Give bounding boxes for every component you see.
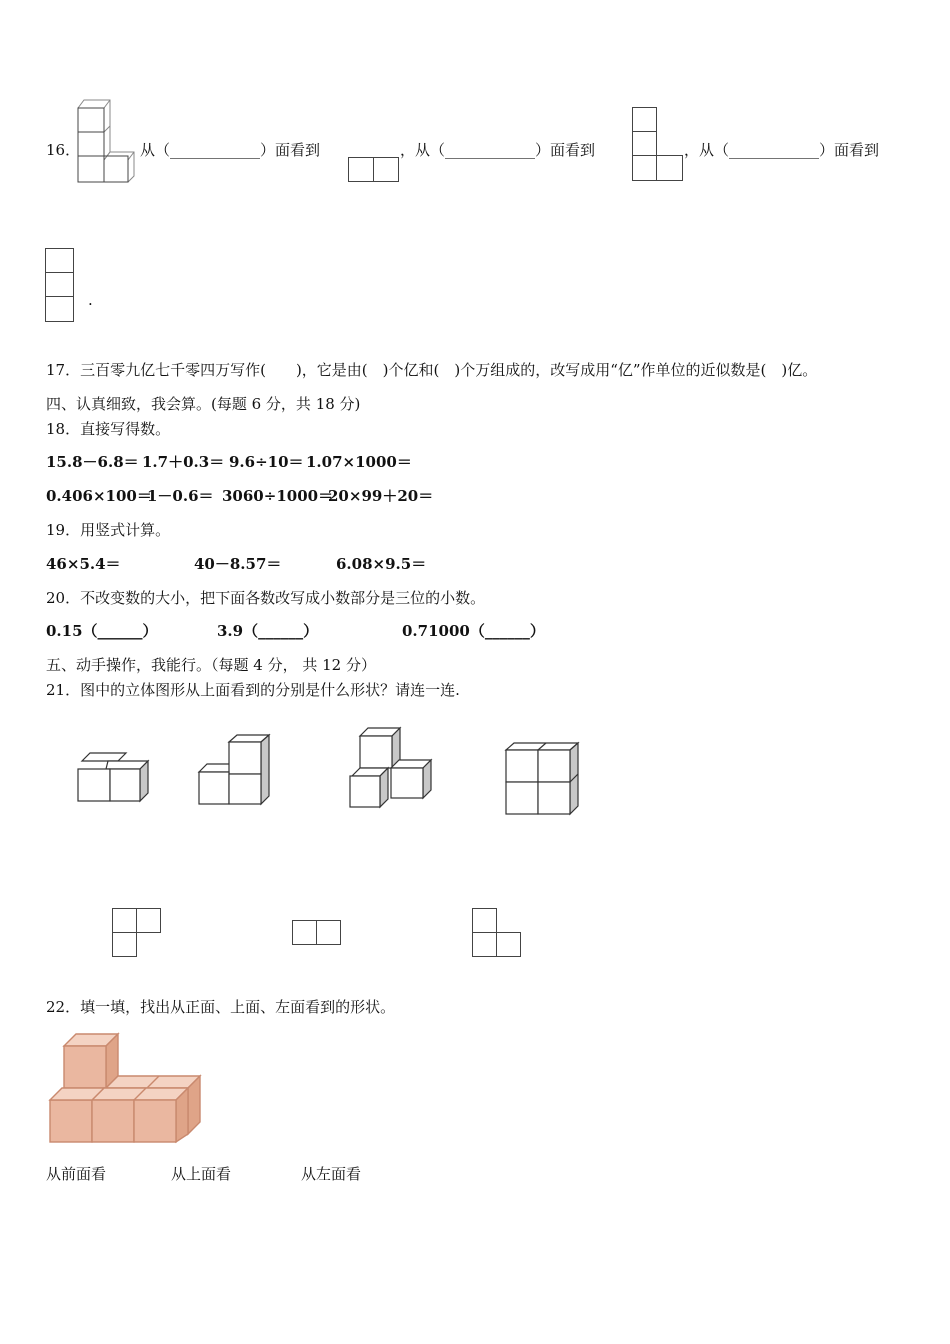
q21-view-two-squares[interactable]	[292, 920, 342, 946]
q16-blank-2[interactable]: ，从（____________）面看到	[400, 141, 596, 159]
q18-item: 0.406×100＝	[46, 487, 152, 505]
q22-label-front: 从前面看	[46, 1165, 107, 1183]
q19-item: 40－8.57＝	[194, 555, 282, 573]
q18-item: 9.6÷10＝	[229, 453, 304, 471]
q16-number: 16．	[46, 141, 81, 159]
q20-title: 20．不改变数的大小，把下面各数改写成小数部分是三位的小数。	[46, 589, 486, 607]
q16-view-two-squares	[348, 157, 400, 183]
q17-text: 17．三百零九亿七千零四万写作( )，它是由( )个亿和( )个万组成的，改写成用“亿”作单位的近似数是( )亿。	[46, 361, 818, 379]
q22-label-top: 从上面看	[171, 1165, 232, 1183]
q18-item: 1－0.6＝	[147, 487, 214, 505]
q18-title: 18．直接写得数。	[46, 420, 171, 438]
q18-item: 1.07×1000＝	[306, 453, 412, 471]
q22-solid-figure	[48, 1030, 208, 1144]
q21-title: 21．图中的立体图形从上面看到的分别是什么形状？请连一连.	[46, 681, 460, 699]
section4-title: 四、认真细致，我会算。(每题 6 分，共 18 分)	[46, 395, 361, 413]
q16-end-period: .	[88, 291, 93, 309]
q16-view-column	[45, 248, 75, 324]
q22-label-left: 从左面看	[301, 1165, 362, 1183]
q16-blank-3[interactable]: ，从（____________）面看到	[684, 141, 880, 159]
q16-solid-figure	[76, 98, 136, 184]
q20-item[interactable]: 0.71000（______）	[402, 622, 545, 640]
q21-solid-b	[198, 734, 272, 806]
q19-item: 46×5.4＝	[46, 555, 121, 573]
q21-view-l-shape[interactable]	[112, 908, 162, 958]
q20-item[interactable]: 3.9（______）	[217, 622, 319, 640]
q18-item: 20×99＋20＝	[328, 487, 434, 505]
q18-item: 3060÷1000＝	[222, 487, 334, 505]
q16-blank-1[interactable]: 从（____________）面看到	[140, 141, 321, 159]
q19-item: 6.08×9.5＝	[336, 555, 427, 573]
q21-view-corner-shape[interactable]	[472, 908, 522, 958]
q19-title: 19．用竖式计算。	[46, 521, 171, 539]
q21-solid-a	[76, 750, 152, 804]
q22-title: 22．填一填，找出从正面、上面、左面看到的形状。	[46, 998, 396, 1016]
q18-item: 1.7＋0.3＝	[142, 453, 225, 471]
section5-title: 五、动手操作，我能行。（每题 4 分， 共 12 分）	[46, 656, 376, 674]
q21-solid-c	[349, 727, 435, 809]
q21-solid-d	[504, 742, 580, 816]
q18-item: 15.8－6.8＝	[46, 453, 139, 471]
q16-view-l-shape	[632, 107, 684, 183]
q20-item[interactable]: 0.15（______）	[46, 622, 158, 640]
